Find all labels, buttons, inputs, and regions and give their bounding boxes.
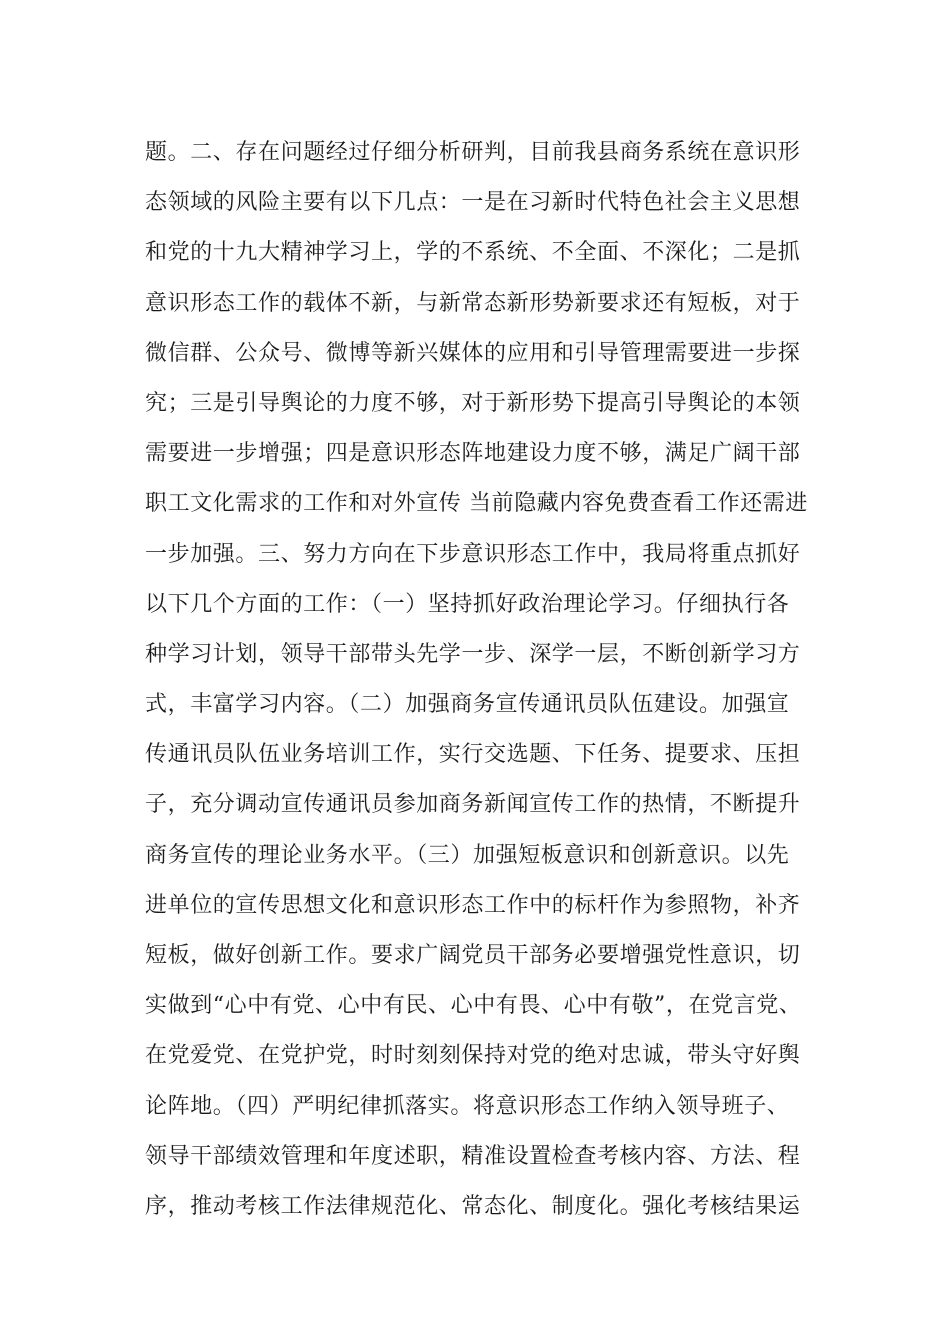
text-line: 一步加强。三、努力方向在下步意识形态工作中，我局将重点抓好 [145,541,801,567]
text-line: 题。二、存在问题经过仔细分析研判，目前我县商务系统在意识形 [145,140,801,165]
text-line: 论阵地。（四）严明纪律抓落实。将意识形态工作纳入领导班子、 [145,1093,790,1119]
text-line: 微信群、公众号、微博等新兴媒体的应用和引导管理需要进一步探 [145,340,801,366]
body-text [145,128,845,1232]
text-line: 和党的十九大精神学习上，学的不系统、不全面、不深化；二是抓 [145,240,801,266]
text-line: 以下几个方面的工作：（一）坚持抓好政治理论学习。仔细执行各 [145,591,790,617]
text-line: 态领域的风险主要有以下几点：一是在习新时代特色社会主义思想 [145,190,801,216]
text-line: 传通讯员队伍业务培训工作，实行交选题、下任务、提要求、压担 [145,742,801,768]
text-line: 领导干部绩效管理和年度述职，精准设置检查考核内容、方法、程 [145,1143,801,1169]
text-line: 种学习计划，领导干部带头先学一步、深学一层，不断创新学习方 [145,641,801,667]
text-line: 商务宣传的理论业务水平。（三）加强短板意识和创新意识。以先 [145,842,790,868]
text-line: 式，丰富学习内容。（二）加强商务宣传通讯员队伍建设。加强宣 [145,692,790,718]
text-line: 需要进一步增强；四是意识形态阵地建设力度不够，满足广阔干部 [145,441,801,467]
text-line: 序，推动考核工作法律规范化、常态化、制度化。强化考核结果运 [145,1193,801,1219]
text-line: 进单位的宣传思想文化和意识形态工作中的标杆作为参照物，补齐 [145,892,801,918]
text-line: 究；三是引导舆论的力度不够，对于新形势下提高引导舆论的本领 [145,390,801,416]
text-line: 意识形态工作的载体不新，与新常态新形势新要求还有短板，对于 [145,290,801,316]
text-line: 短板，做好创新工作。要求广阔党员干部务必要增强党性意识，切 [145,943,801,968]
text-line: 实做到“心中有党、心中有民、心中有畏、心中有敬”，在党言党、 [145,993,802,1019]
text-line: 子，充分调动宣传通讯员参加商务新闻宣传工作的热情，不断提升 [145,792,801,818]
text-line: 在党爱党、在党护党，时时刻刻保持对党的绝对忠诚，带头守好舆 [145,1043,801,1069]
text-line: 职工文化需求的工作和对外宣传 当前隐藏内容免费查看工作还需进 [145,491,808,517]
